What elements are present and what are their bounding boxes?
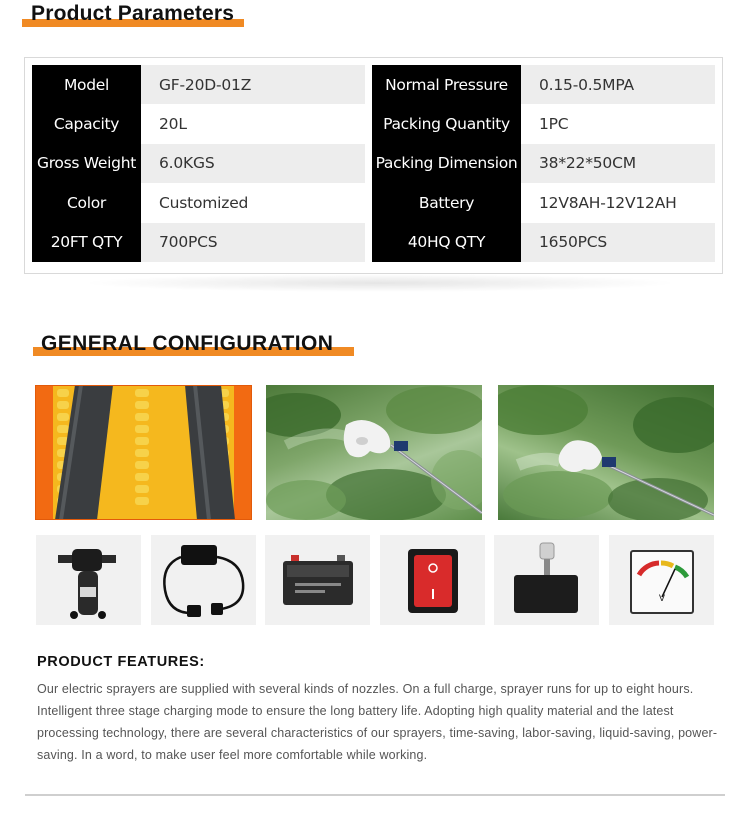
param-label: Battery xyxy=(372,183,521,222)
param-value: 12V8AH-12V12AH xyxy=(521,183,715,222)
product-features-text: Our electric sprayers are supplied with several kinds of nozzles. On a full charge, sprayer runs for up to eight hours. Intelligent three stage charging mode to ensure the long battery life. Adopting high quality material and the latest processing technology, there are several characteristics of our sprayers, time-saving, labor-saving, liquid-saving, power-saving. In a word, to make user feel more comfortable while working. xyxy=(37,682,718,762)
tile-power-switch xyxy=(380,535,485,625)
param-label: Packing Dimension xyxy=(372,144,521,183)
table-row xyxy=(372,144,715,183)
param-value: 1650PCS xyxy=(521,223,715,262)
param-value: GF-20D-01Z xyxy=(141,65,365,104)
product-features-title: PRODUCT FEATURES: xyxy=(37,654,205,670)
param-value: 0.15-0.5MPA xyxy=(521,65,715,104)
param-label: Normal Pressure xyxy=(372,65,521,104)
param-label: Capacity xyxy=(32,104,141,143)
param-label: Model xyxy=(32,65,141,104)
param-label: 40HQ QTY xyxy=(372,223,521,262)
param-label: Packing Quantity xyxy=(372,104,521,143)
meter-unit-label: V xyxy=(658,594,666,604)
parameters-column-right xyxy=(372,65,715,262)
general-configuration-heading xyxy=(33,330,333,358)
table-row xyxy=(372,223,715,262)
tile-water-pump xyxy=(36,535,141,625)
straps-illustration xyxy=(35,385,252,520)
table-row xyxy=(32,65,365,104)
switch-icon xyxy=(380,535,485,625)
param-value: 6.0KGS xyxy=(141,144,365,183)
param-label: Color xyxy=(32,183,141,222)
table-row xyxy=(32,223,365,262)
knob-icon xyxy=(494,535,599,625)
parameters-column-left xyxy=(32,65,365,262)
param-value: 38*22*50CM xyxy=(521,144,715,183)
bottom-divider xyxy=(25,794,725,796)
param-value: 1PC xyxy=(521,104,715,143)
parameters-table xyxy=(24,57,723,274)
general-configuration-title: GENERAL CONFIGURATION xyxy=(41,332,334,355)
pump-icon xyxy=(36,535,141,625)
product-parameters-title: Product Parameters xyxy=(31,2,235,25)
tile-battery xyxy=(265,535,370,625)
tile-pressure-knob xyxy=(494,535,599,625)
table-row xyxy=(372,183,715,222)
photo-backpack-straps xyxy=(35,385,252,520)
battery-icon xyxy=(265,535,370,625)
param-label: 20FT QTY xyxy=(32,223,141,262)
table-row xyxy=(372,104,715,143)
table-shadow xyxy=(80,274,680,292)
photo-spray-nozzle-2 xyxy=(498,385,714,520)
nozzle-illustration xyxy=(498,385,714,520)
table-row xyxy=(32,144,365,183)
param-value: Customized xyxy=(141,183,365,222)
product-parameters-heading xyxy=(22,0,234,28)
voltmeter-icon xyxy=(609,535,714,625)
charger-icon xyxy=(151,535,256,625)
param-value: 700PCS xyxy=(141,223,365,262)
tile-charger xyxy=(151,535,256,625)
table-row xyxy=(372,65,715,104)
photo-spray-nozzle-1 xyxy=(266,385,482,520)
table-row xyxy=(32,183,365,222)
tile-voltmeter xyxy=(609,535,714,625)
param-label: Gross Weight xyxy=(32,144,141,183)
nozzle-illustration xyxy=(266,385,482,520)
param-value: 20L xyxy=(141,104,365,143)
table-row xyxy=(32,104,365,143)
